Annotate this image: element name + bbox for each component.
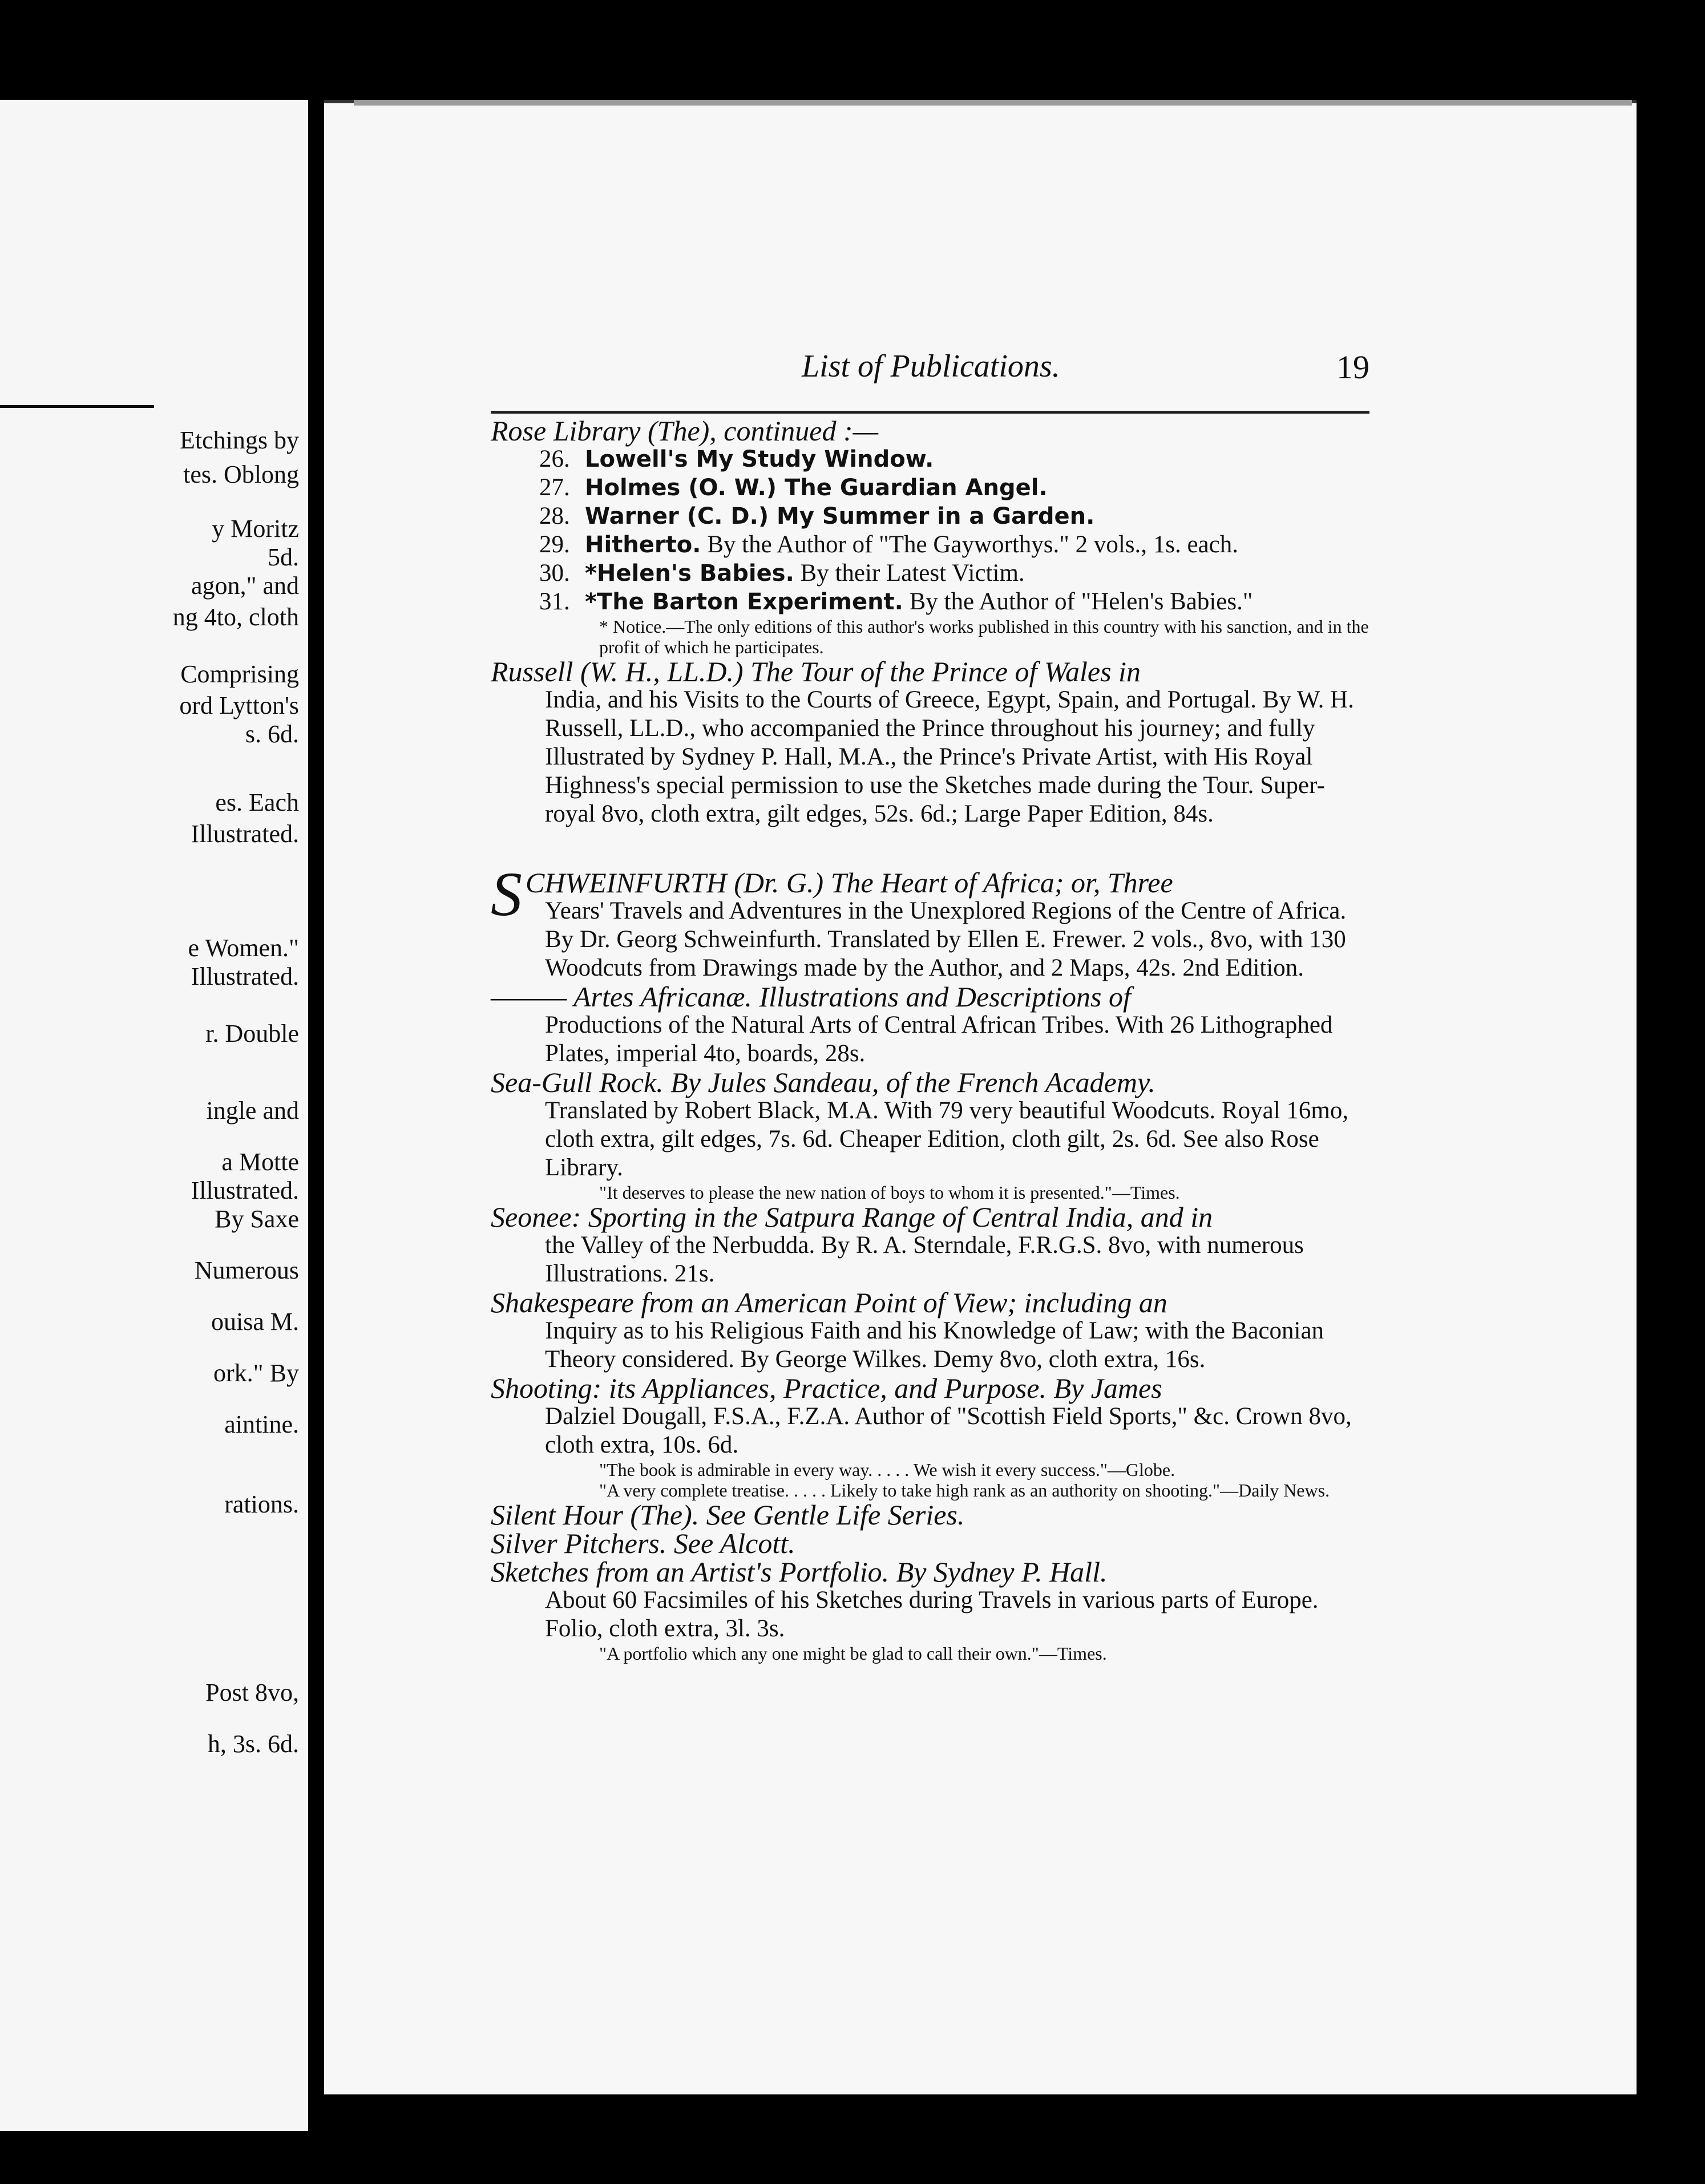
item-details: By the Author of "The Gayworthys." 2 vols., 1s. each. (701, 531, 1238, 558)
left-page-line: ng 4to, cloth (172, 603, 299, 631)
sea-gull-entry-body: Translated by Robert Black, M.A. With 79 very beautiful Woodcuts. Royal 16mo, cloth extra, gilt edges, 7s. 6d. Cheaper Edition, cloth gilt, 2s. 6d. See also Rose Library. (545, 1097, 1349, 1181)
artes-entry-body: Productions of the Natural Arts of Central African Tribes. With 26 Lithographed Plates, imperial 4to, boards, 28s. (545, 1012, 1333, 1067)
publication-list (491, 416, 1369, 1664)
silent-hour-entry: Silent Hour (The). See Gentle Life Series. (491, 1499, 965, 1531)
left-page-line: Illustrated. (191, 962, 299, 990)
page-number: 19 (1336, 349, 1369, 386)
shooting-review-quote-1: "The book is admirable in every way. . . . . We wish it every success."—Globe. (599, 1459, 1175, 1480)
left-page-line: h, 3s. 6d. (207, 1730, 299, 1758)
item-title: *Helen's Babies. (585, 560, 794, 587)
left-page-line: Illustrated. (191, 1176, 299, 1204)
page-top-edge (354, 100, 1632, 106)
rose-library-items (491, 445, 1369, 616)
shooting-entry-heading: Shooting: its Appliances, Practice, and Purpose. By James (491, 1372, 1162, 1404)
left-page-line: 5d. (268, 543, 299, 571)
left-page-line: rations. (224, 1490, 299, 1518)
item-title: Hitherto. (585, 532, 701, 558)
item-title: Warner (C. D.) My Summer in a Garden. (585, 503, 1095, 529)
section-gap (491, 828, 1369, 868)
left-page-line: s. 6d. (245, 720, 299, 748)
schweinfurth-entry-heading (491, 859, 1369, 929)
left-page-rule (0, 405, 154, 408)
left-page-line: Etchings by (180, 426, 299, 454)
rose-library-item (491, 531, 1369, 559)
item-title: Holmes (O. W.) The Guardian Angel. (585, 475, 1048, 501)
left-page-line: ord Lytton's (179, 691, 299, 719)
item-number: 30. (539, 560, 570, 587)
sketches-review-quote: "A portfolio which any one might be glad to call their own."—Times. (599, 1643, 1107, 1664)
artes-entry-heading: ——— Artes Africanæ. Illustrations and Descriptions of (491, 981, 1131, 1013)
shakespeare-entry-heading: Shakespeare from an American Point of View; including an (491, 1287, 1167, 1319)
sketches-entry-body: About 60 Facsimiles of his Sketches during Travels in various parts of Europe. Folio, cloth extra, 3l. 3s. (545, 1587, 1319, 1642)
item-number: 26. (539, 446, 570, 472)
russell-entry-heading: Russell (W. H., LL.D.) The Tour of the Prince of Wales in (491, 656, 1141, 687)
item-title: *The Barton Experiment. (585, 589, 903, 615)
schweinfurth-entry-body: Years' Travels and Adventures in the Unexplored Regions of the Centre of Africa. By Dr. Georg Schweinfurth. Translated by Ellen E. Frewer. 2 vols., 8vo, with 130 Woodcuts from Drawings made by the Author, and 2 Maps, 42s. 2nd Edition. (545, 897, 1347, 981)
book-gutter (308, 100, 325, 2131)
left-page-line: r. Double (205, 1020, 299, 1047)
rose-library-item (491, 588, 1369, 616)
item-details: By the Author of "Helen's Babies." (903, 588, 1253, 615)
rose-library-notice: * Notice.—The only editions of this author's works published in this country with his sanction, and in the profit of which he participates. (599, 616, 1369, 657)
rose-library-item (491, 559, 1369, 588)
left-page-line: es. Each (215, 788, 299, 816)
shooting-review-quote-2: "A very complete treatise. . . . . Likely to take high rank as an authority on shooting."—Daily News. (599, 1480, 1330, 1501)
left-facing-page (0, 100, 308, 2131)
rose-library-item (491, 474, 1369, 502)
left-page-line: aintine. (224, 1410, 299, 1438)
russell-entry-body: India, and his Visits to the Courts of Greece, Egypt, Spain, and Portugal. By W. H. Russell, LL.D., who accompanied the Prince throughout his journey; and fully Illustrated by Sydney P. Hall, M.A., the Prince's Private Artist, with His Royal Highness's special permission to use the Sketches made during the Tour. Super-royal 8vo, cloth extra, gilt edges, 52s. 6d.; Large Paper Edition, 84s. (545, 686, 1354, 827)
drop-cap: S (491, 859, 522, 929)
sea-gull-entry-heading: Sea-Gull Rock. By Jules Sandeau, of the French Academy. (491, 1066, 1155, 1098)
left-page-line: Comprising (180, 660, 299, 688)
silver-pitchers-entry: Silver Pitchers. See Alcott. (491, 1527, 795, 1559)
rose-library-item (491, 502, 1369, 531)
item-number: 27. (539, 474, 570, 501)
left-page-line: Numerous (194, 1256, 299, 1284)
left-page-line: tes. Oblong (183, 460, 299, 488)
left-page-line: ingle and (206, 1097, 299, 1125)
left-page-line: e Women." (188, 934, 299, 962)
item-number: 28. (539, 503, 570, 529)
sea-gull-review-quote: "It deserves to please the new nation of boys to whom it is presented."—Times. (599, 1182, 1180, 1203)
header-title: List of Publications. (802, 349, 1060, 384)
left-page-line: Illustrated. (191, 820, 299, 848)
item-number: 31. (539, 588, 570, 615)
item-title: Lowell's My Study Window. (585, 446, 934, 472)
shooting-entry-body: Dalziel Dougall, F.S.A., F.Z.A. Author of "Scottish Field Sports," &c. Crown 8vo, cloth extra, 10s. 6d. (545, 1403, 1352, 1458)
left-page-line: ork." By (213, 1359, 299, 1387)
left-page-line: agon," and (191, 572, 299, 600)
left-page-line: a Motte (221, 1148, 299, 1176)
shakespeare-entry-body: Inquiry as to his Religious Faith and his Knowledge of Law; with the Baconian Theory considered. By George Wilkes. Demy 8vo, cloth extra, 16s. (545, 1317, 1324, 1373)
rose-library-heading: Rose Library (The), continued :— (491, 415, 879, 447)
left-page-line: ouisa M. (211, 1308, 299, 1336)
running-header (491, 348, 1369, 414)
sketches-entry-heading: Sketches from an Artist's Portfolio. By Sydney P. Hall. (491, 1556, 1108, 1588)
item-details: By their Latest Victim. (794, 560, 1025, 587)
left-page-line: Post 8vo, (205, 1679, 299, 1706)
seonee-entry-body: the Valley of the Nerbudda. By R. A. Sterndale, F.R.G.S. 8vo, with numerous Illustrations. 21s. (545, 1232, 1304, 1287)
left-page-line: By Saxe (215, 1205, 299, 1233)
schweinfurth-heading-text: CHWEINFURTH (Dr. G.) The Heart of Africa; or, Three (526, 867, 1173, 899)
rose-library-item (491, 445, 1369, 474)
left-page-line: y Moritz (212, 515, 299, 543)
seonee-entry-heading: Seonee: Sporting in the Satpura Range of Central India, and in (491, 1201, 1213, 1233)
item-number: 29. (539, 531, 570, 558)
